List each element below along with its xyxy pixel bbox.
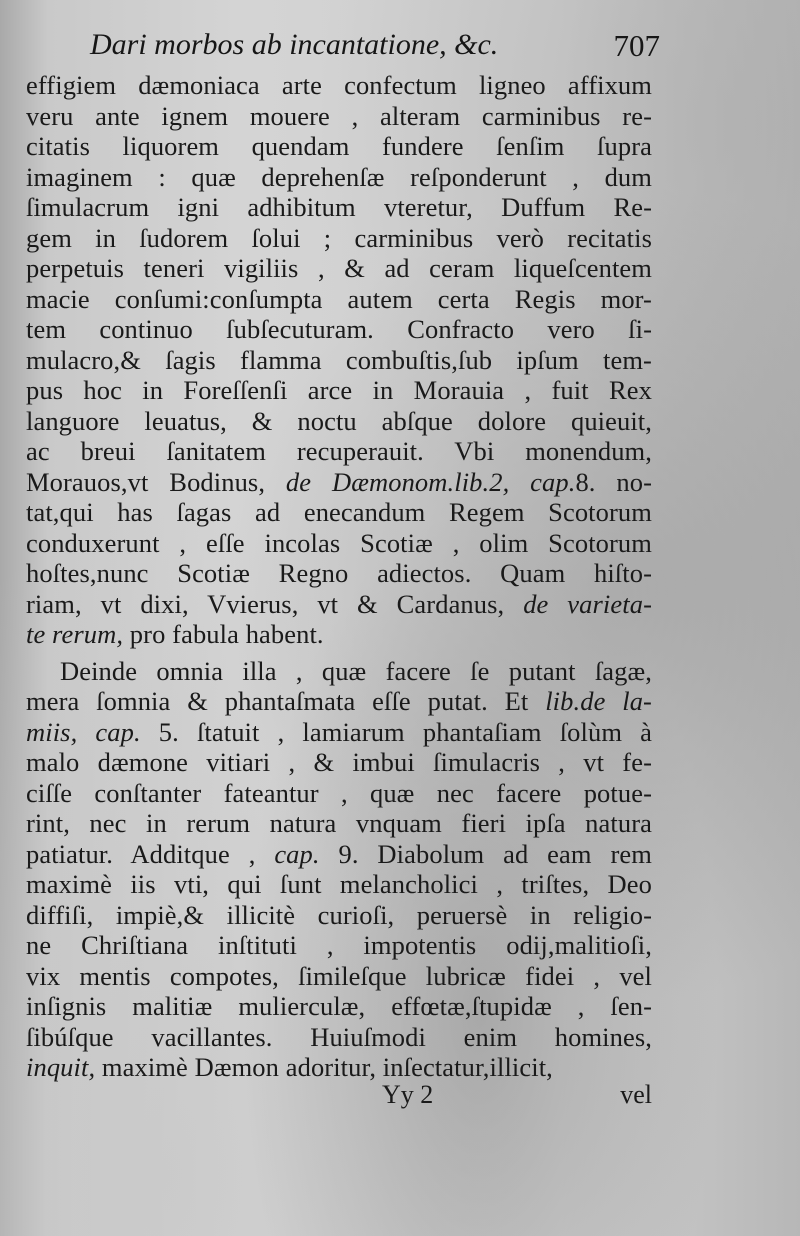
- text-segment: veru ante ignem mouere , alteram carminibus re-: [26, 100, 652, 131]
- text-line: [26, 314, 652, 345]
- text-segment: ne Chriſtiana inſtituti , impotentis odij,malitioſi,: [26, 930, 652, 960]
- text-segment: Morauos,vt Bodinus,: [26, 466, 286, 497]
- text-line: [26, 869, 652, 900]
- text-line: [26, 839, 652, 870]
- catchword: vel: [620, 1080, 652, 1109]
- italic-text: de Dæmonom.lib.2, cap.: [285, 466, 576, 497]
- paragraph: [26, 70, 652, 650]
- text-line: [26, 131, 652, 162]
- italic-text: lib.de la-: [545, 686, 652, 716]
- text-segment: conduxerunt , eſſe incolas Scotiæ , olim Scotorum: [26, 527, 652, 558]
- text-segment: vix mentis compotes, ſimileſque lubricæ fidei , vel: [26, 960, 652, 991]
- text-line: [26, 686, 652, 717]
- body-text: [26, 70, 652, 1083]
- text-segment: ſibúſque vacillantes. Huiuſmodi enim homines,: [26, 1021, 652, 1052]
- text-line: [26, 192, 652, 223]
- text-line: [26, 619, 652, 650]
- text-segment: perpetuis teneri vigiliis , & ad ceram liqueſcentem: [26, 253, 652, 283]
- text-line: [26, 589, 652, 620]
- text-line: [26, 101, 652, 132]
- text-segment: pus hoc in Foreſſenſi arce in Morauia , fuit Rex: [26, 375, 652, 405]
- text-line: [26, 497, 652, 528]
- text-line: [26, 747, 652, 778]
- text-line: [26, 656, 652, 687]
- text-segment: hoſtes,nunc Scotiæ Regno adiectos. Quam hiſto-: [26, 558, 652, 588]
- text-segment: tem continuo ſubſecuturam. Confracto vero ſi-: [26, 314, 652, 344]
- italic-text: miis, cap.: [26, 716, 141, 747]
- text-line: [26, 223, 652, 254]
- text-line: [26, 375, 652, 406]
- text-line: [26, 808, 652, 839]
- text-line: [26, 1022, 652, 1053]
- page-number: 707: [613, 28, 660, 63]
- text-line: [26, 961, 652, 992]
- text-line: [26, 345, 652, 376]
- italic-text: inquit,: [26, 1052, 96, 1082]
- text-segment: effigiem dæmoniaca arte confectum ligneo affixum: [26, 70, 652, 100]
- text-line: [26, 778, 652, 809]
- text-segment: imaginem : quæ deprehenſæ reſponderunt , dum: [26, 161, 652, 192]
- italic-text: te rerum,: [26, 619, 124, 649]
- text-segment: inſignis malitiæ mulierculæ, effœtæ,ſtupidæ , ſen-: [26, 991, 652, 1021]
- text-segment: ac breui ſanitatem recuperauit. Vbi monendum,: [26, 436, 652, 466]
- running-title: Dari morbos ab incantatione, &c.: [90, 28, 499, 61]
- text-line: [26, 717, 652, 748]
- italic-text: de varieta-: [523, 588, 652, 619]
- text-line: [26, 900, 652, 931]
- text-segment: tat,qui has ſagas ad enecandum Regem Scotorum: [26, 497, 652, 527]
- text-line: [26, 467, 652, 498]
- text-segment: diffiſi, impiè,& illicitè curioſi, peruersè in religio-: [26, 899, 652, 930]
- text-segment: mera ſomnia & phantaſmata eſſe putat. Et: [26, 686, 546, 716]
- text-segment: 5. ſtatuit , lamiarum phantaſiam ſolùm à: [140, 716, 652, 747]
- text-segment: malo dæmone vitiari , & imbui ſimulacris , vt fe-: [26, 747, 652, 777]
- text-line: [26, 558, 652, 589]
- text-segment: riam, vt dixi, Vvierus, vt & Cardanus,: [26, 588, 524, 619]
- text-line: [26, 70, 652, 101]
- text-segment: macie conſumi:conſumpta autem certa Regis mor-: [26, 283, 652, 314]
- text-segment: maximè iis vti, qui ſunt melancholici , triſtes, Deo: [26, 869, 652, 899]
- text-segment: Deinde omnia illa , quæ facere ſe putant ſagæ,: [60, 655, 652, 686]
- text-segment: gem in ſudorem ſolui ; carminibus verò recitatis: [26, 222, 652, 253]
- paragraph: [26, 656, 652, 1083]
- text-segment: 9. Diabolum ad eam rem: [319, 838, 652, 869]
- text-segment: ciſſe conſtanter fateantur , quæ nec facere potue-: [26, 777, 652, 808]
- text-line: [26, 991, 652, 1022]
- text-line: [26, 284, 652, 315]
- text-segment: languore leuatus, & noctu abſque dolore quieuit,: [26, 405, 652, 436]
- text-line: [26, 436, 652, 467]
- text-line: [26, 253, 652, 284]
- page-header: [90, 28, 660, 72]
- text-segment: maximè Dæmon adoritur, inſectatur,illicit,: [95, 1052, 553, 1082]
- text-segment: ſimulacrum igni adhibitum vteretur, Duffum Re-: [26, 192, 652, 222]
- text-segment: rint, nec in rerum natura vnquam fieri ipſa natura: [26, 808, 652, 838]
- text-segment: 8. no-: [575, 466, 652, 497]
- text-segment: mulacro,& ſagis flamma combuſtis,ſub ipſum tem-: [26, 344, 652, 375]
- page-footer: [26, 1080, 652, 1114]
- text-segment: pro fabula habent.: [123, 619, 324, 649]
- text-line: [26, 162, 652, 193]
- text-segment: citatis liquorem quendam fundere ſenſim ſupra: [26, 131, 652, 161]
- signature-mark: Yy 2: [382, 1080, 434, 1109]
- text-line: [26, 930, 652, 961]
- text-line: [26, 528, 652, 559]
- text-segment: patiatur. Additque ,: [26, 838, 275, 869]
- text-line: [26, 1052, 652, 1083]
- italic-text: cap.: [274, 838, 320, 869]
- text-line: [26, 406, 652, 437]
